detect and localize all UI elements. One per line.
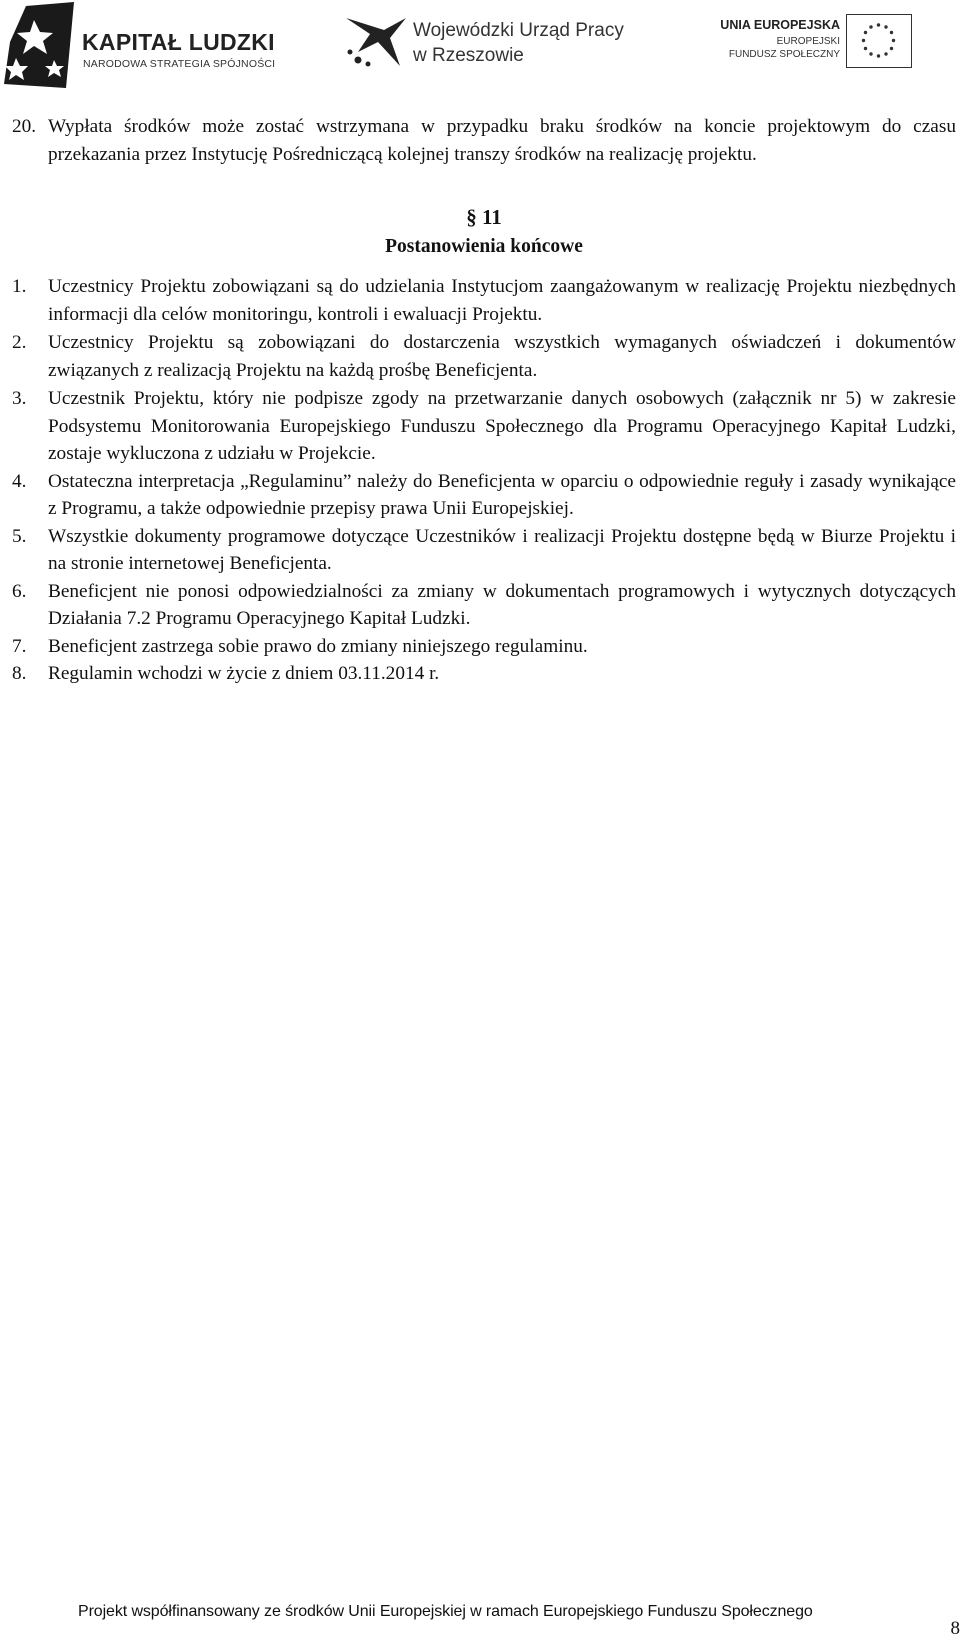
item-text: Wszystkie dokumenty programowe dotyczące Uczestników i realizacji Projektu dostępne będą w Biurze Projektu i na stronie internetowej Beneficjenta. — [48, 525, 956, 574]
item-number: 2. — [12, 332, 27, 353]
item-number: 4. — [12, 470, 27, 492]
list-item — [12, 523, 956, 578]
eu-logo — [708, 14, 918, 74]
item-number: 20. — [12, 116, 37, 137]
eu-title: UNIA EUROPEJSKA — [720, 18, 840, 32]
item-number: 8. — [12, 663, 27, 684]
eu-subtitle-2: FUNDUSZ SPOŁECZNY — [728, 49, 840, 60]
item-text: Beneficjent nie ponosi odpowiedzialności za zmiany w dokumentach programowych i wytycznych dotyczących Działania 7.2 Programu Operacyjnego Kapitał Ludzki. — [48, 580, 956, 629]
item-number: 3. — [12, 388, 27, 409]
list-item — [12, 273, 956, 329]
kapital-ludzki-subtitle: NARODOWA STRATEGIA SPÓJNOŚCI — [83, 58, 276, 70]
wup-name-line2: w Rzeszowie — [413, 45, 524, 66]
item-text: Uczestnicy Projektu są zobowiązani do dostarczenia wszystkich wymaganych oświadczeń i dokumentów związanych z realizacją Projektu na każdą prośbę Beneficjenta. — [48, 332, 956, 381]
page-number: 8 — [950, 1618, 960, 1639]
list-item — [12, 329, 956, 385]
section-title: Postanowienia końcowe — [385, 236, 583, 257]
item-text: Uczestnik Projektu, który nie podpisze zgody na przetwarzanie danych osobowych (załącznik nr 5) w zakresie Podsystemu Monitorowania Europejskiego Funduszu Społecznego dla Programu Operacyjnego Kapitał Ludzki, zostaje wykluczona z udziału w Projekcie. — [48, 388, 956, 464]
item-number: 5. — [12, 525, 27, 547]
kapital-ludzki-emblem-icon — [4, 2, 78, 88]
section-heading — [12, 203, 956, 261]
section-symbol: § 11 — [466, 205, 502, 229]
list-item-prev — [12, 113, 956, 168]
list-item — [12, 578, 956, 633]
list-item — [12, 468, 956, 523]
item-number: 6. — [12, 580, 27, 602]
wup-name-line1: Wojewódzki Urząd Pracy — [413, 20, 624, 41]
list-item — [12, 633, 956, 661]
list-item — [12, 660, 956, 688]
wup-bird-icon — [344, 12, 410, 70]
wup-rzeszow-logo — [344, 12, 634, 72]
item-text: Ostateczna interpretacja „Regulaminu” należy do Beneficjenta w oparciu o odpowiednie reguły i zasady wynikające z Programu, a także odpowiednie przepisy prawa Unii Europejskiej. — [48, 470, 956, 519]
page-header — [0, 0, 960, 96]
list-item — [12, 385, 956, 468]
eu-subtitle-1: EUROPEJSKI — [776, 36, 840, 47]
item-text: Beneficjent zastrzega sobie prawo do zmiany niniejszego regulaminu. — [48, 635, 588, 657]
item-text: Uczestnicy Projektu zobowiązani są do udzielania Instytucjom zaangażowanym w realizację Projektu niezbędnych informacji dla celów monitoringu, kontroli i ewaluacji Projektu. — [48, 276, 956, 325]
kapital-ludzki-logo — [4, 2, 284, 88]
item-number: 7. — [12, 635, 27, 657]
kapital-ludzki-title: KAPITAŁ LUDZKI — [82, 29, 275, 55]
item-text: Wypłata środków może zostać wstrzymana w przypadku braku środków na koncie projektowym do czasu przekazania przez Instytucję Pośredniczącą kolejnej transzy środków na realizację projektu. — [48, 116, 956, 165]
item-number: 1. — [12, 276, 27, 297]
item-text: Regulamin wchodzi w życie z dniem 03.11.2014 r. — [48, 663, 440, 684]
page-footer: Projekt współfinansowany ze środków Unii Europejskiej w ramach Europejskiego Funduszu Społecznego — [78, 1603, 813, 1620]
document-body — [12, 113, 956, 688]
eu-flag-icon — [846, 14, 912, 68]
